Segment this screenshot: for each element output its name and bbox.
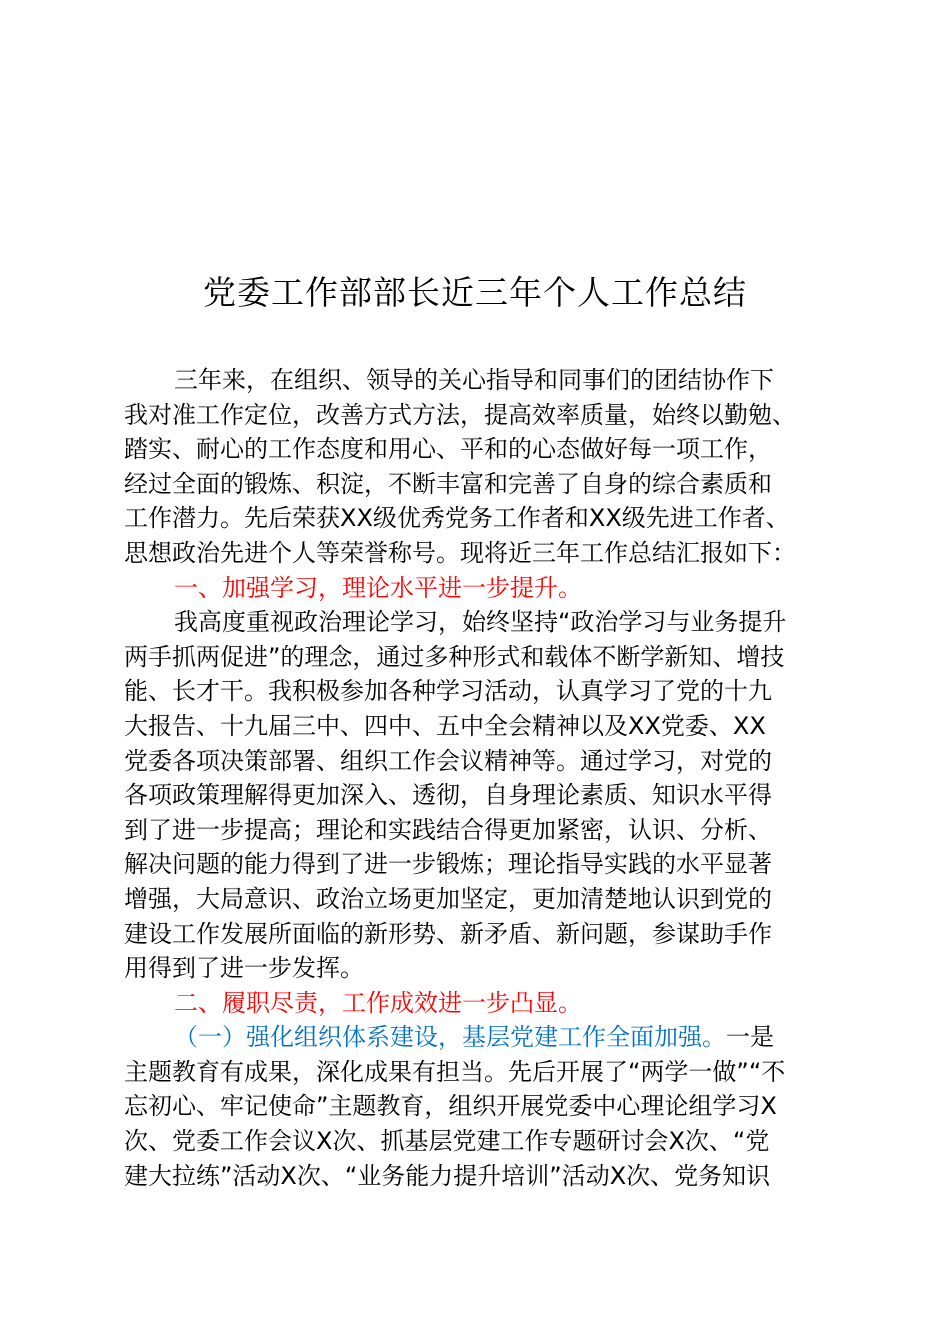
paragraph-line: 各项政策理解得更加深入、透彻，自身理论素质、知识水平得 [124, 781, 772, 810]
subheading-text: （一）强化组织体系建设，基层党建工作全面加强。 [174, 1023, 726, 1052]
paragraph-line: 经过全面的锻炼、积淀，不断丰富和完善了自身的综合素质和 [124, 469, 772, 498]
paragraph-text: 一是 [726, 1023, 774, 1052]
paragraph-line: 思想政治先进个人等荣誉称号。现将近三年工作总结汇报如下： [124, 538, 796, 567]
paragraph-line: 增强，大局意识、政治立场更加坚定，更加清楚地认识到党的 [124, 884, 772, 913]
document-body [124, 363, 839, 1193]
paragraph-line: 能、长才干。我积极参加各种学习活动，认真学习了党的十九 [124, 677, 772, 706]
paragraph-line: 大报告、十九届三中、四中、五中全会精神以及XX党委、XX [124, 711, 766, 740]
paragraph-line: 主题教育有成果，深化成果有担当。先后开展了“两学一做”“不 [124, 1057, 786, 1086]
section-heading: 一、加强学习，理论水平进一步提升。 [174, 573, 582, 602]
paragraph-line: 忘初心、牢记使命”主题教育，组织开展党委中心理论组学习X [124, 1092, 777, 1121]
paragraph-line: 次、党委工作会议X次、抓基层党建工作专题研讨会X次、“党 [124, 1127, 770, 1156]
paragraph-line: 建设工作发展所面临的新形势、新矛盾、新问题，参谋助手作 [124, 919, 772, 948]
paragraph-line: 我高度重视政治理论学习，始终坚持“政治学习与业务提升 [174, 608, 787, 637]
paragraph-line [124, 1020, 839, 1055]
paragraph-line: 建大拉练”活动X次、“业务能力提升培训”活动X次、党务知识 [124, 1161, 771, 1190]
section-heading: 二、履职尽责，工作成效进一步凸显。 [174, 988, 582, 1017]
paragraph-line: 用得到了进一步发挥。 [124, 954, 364, 983]
paragraph-line: 党委各项决策部署、组织工作会议精神等。通过学习，对党的 [124, 746, 772, 775]
paragraph-line: 到了进一步提高；理论和实践结合得更加紧密，认识、分析、 [124, 815, 772, 844]
paragraph-line: 解决问题的能力得到了进一步锻炼；理论指导实践的水平显著 [124, 850, 772, 879]
paragraph-line: 工作潜力。先后荣获XX级优秀党务工作者和XX级先进工作者、 [124, 504, 790, 533]
paragraph-line: 三年来，在组织、领导的关心指导和同事们的团结协作下 [174, 366, 774, 394]
paragraph-line: 两手抓两促进”的理念，通过多种形式和载体不断学新知、增技 [124, 642, 785, 671]
paragraph-line: 我对准工作定位，改善方式方法，提高效率质量，始终以勤勉、 [124, 400, 796, 429]
document-title: 党委工作部部长近三年个人工作总结 [203, 273, 747, 312]
paragraph-line: 踏实、耐心的工作态度和用心、平和的心态做好每一项工作， [124, 435, 772, 464]
